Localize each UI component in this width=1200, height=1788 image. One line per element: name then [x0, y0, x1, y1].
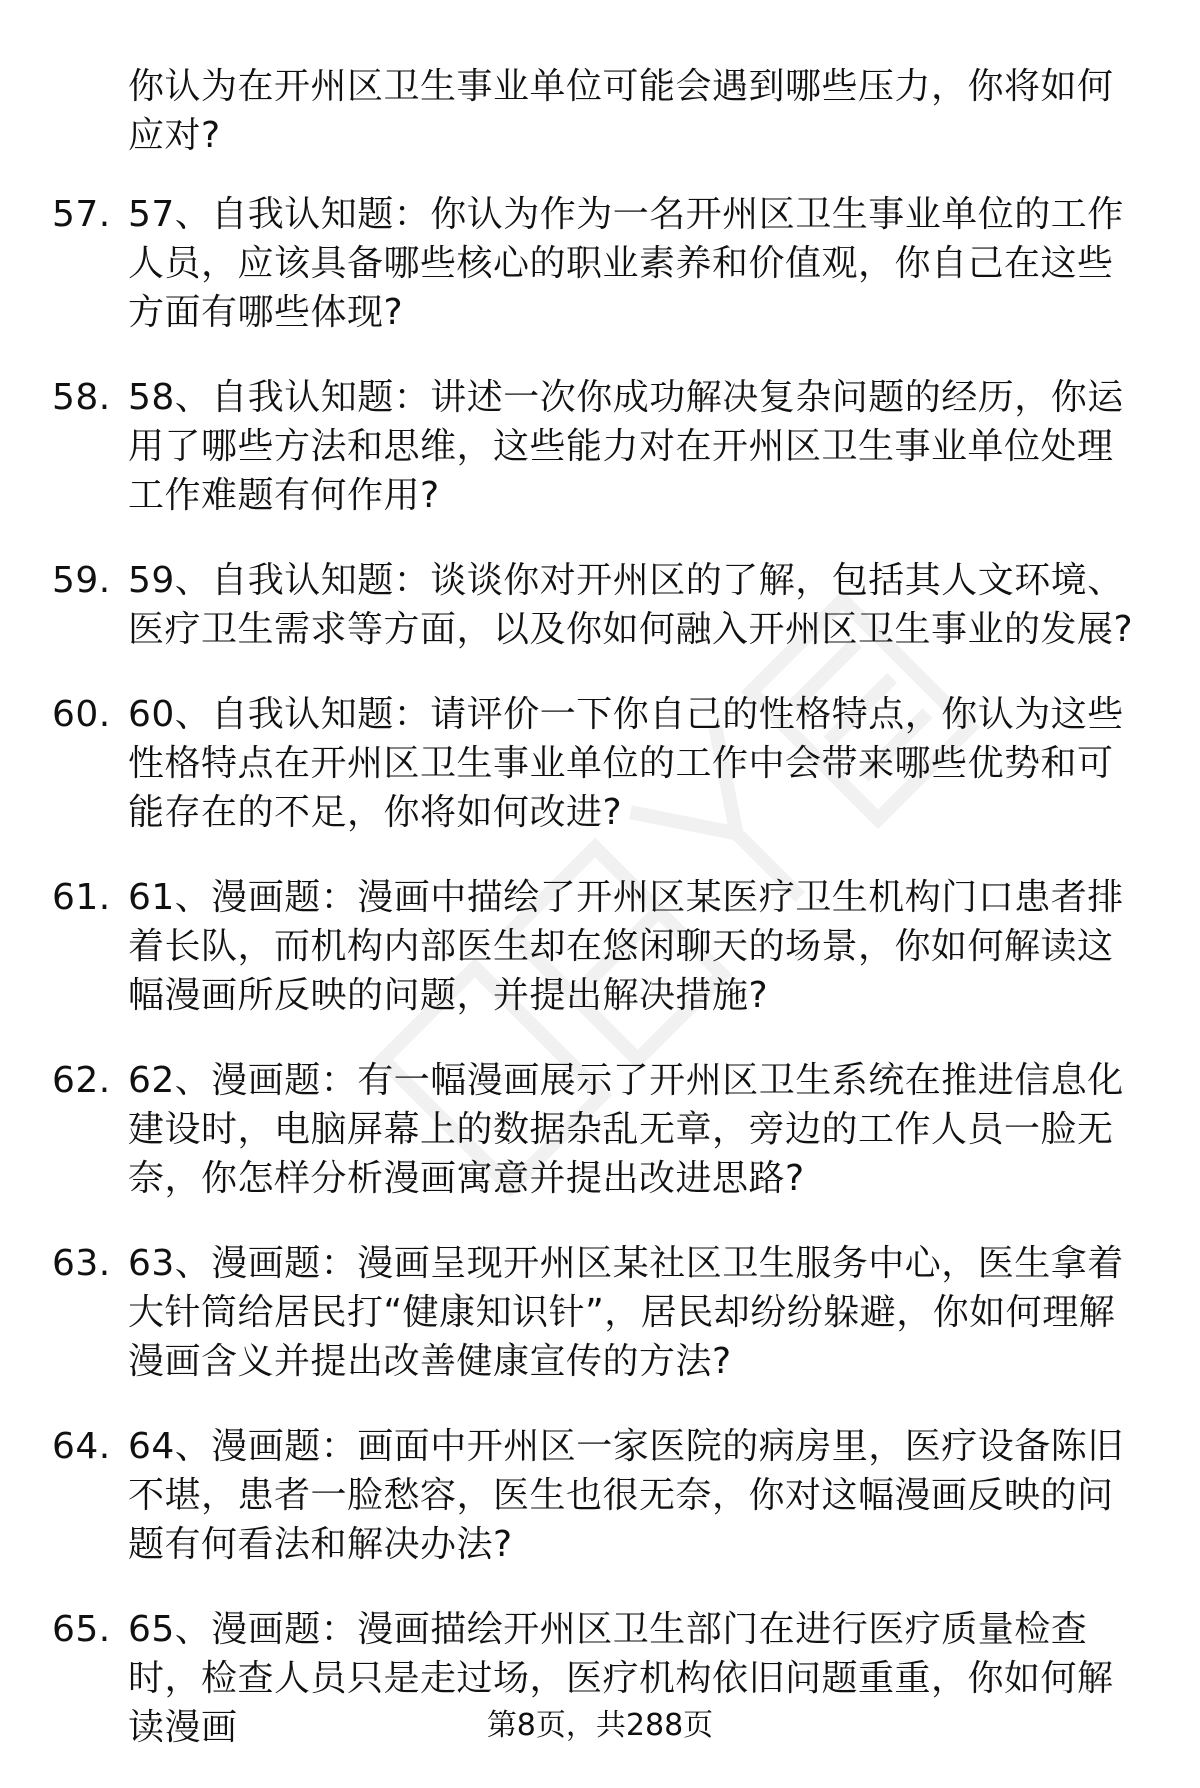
question-number: 58.	[52, 377, 111, 418]
question-number: 62.	[52, 1060, 111, 1101]
question-number: 60.	[52, 694, 111, 735]
question-text: 59、自我认知题：谈谈你对开州区的了解，包括其人文环境、医疗卫生需求等方面，以及你如何融入开州区卫生事业的发展?	[128, 560, 1134, 650]
question-number: 65.	[52, 1609, 111, 1650]
question-text: 61、漫画题：漫画中描绘了开州区某医疗卫生机构门口患者排着长队，而机构内部医生却在悠闲聊天的场景，你如何解读这幅漫画所反映的问题，并提出解决措施?	[128, 877, 1124, 1016]
continuation-text: 你认为在开州区卫生事业单位可能会遇到哪些压力，你将如何应对?	[128, 66, 1114, 156]
question-item	[52, 373, 1152, 520]
question-text: 64、漫画题：画面中开州区一家医院的病房里，医疗设备陈旧不堪，患者一脸愁容，医生也很无奈，你对这幅漫画反映的问题有何看法和解决办法?	[128, 1426, 1124, 1565]
question-item	[52, 1239, 1152, 1386]
page-footer: 第8页，共288页	[486, 1708, 714, 1743]
question-item	[52, 1056, 1152, 1203]
question-list	[52, 190, 1152, 1788]
question-number: 64.	[52, 1426, 111, 1467]
question-text: 65、漫画题：漫画描绘开州区卫生部门在进行医疗质量检查时，检查人员只是走过场，医疗机构依旧问题重重，你如何解读漫画	[128, 1609, 1114, 1748]
question-text: 58、自我认知题：讲述一次你成功解决复杂问题的经历，你运用了哪些方法和思维，这些能力对在开州区卫生事业单位处理工作难题有何作用?	[128, 377, 1124, 516]
question-number: 61.	[52, 877, 111, 918]
question-item	[52, 190, 1152, 337]
question-item	[52, 1422, 1152, 1569]
question-text: 57、自我认知题：你认为作为一名开州区卫生事业单位的工作人员，应该具备哪些核心的职业素养和价值观，你自己在这些方面有哪些体现?	[128, 194, 1124, 333]
question-text: 63、漫画题：漫画呈现开州区某社区卫生服务中心，医生拿着大针筒给居民打“健康知识针”，居民却纷纷躲避，你如何理解漫画含义并提出改善健康宣传的方法?	[128, 1243, 1124, 1382]
question-number: 57.	[52, 194, 111, 235]
question-text: 62、漫画题：有一幅漫画展示了开州区卫生系统在推进信息化建设时，电脑屏幕上的数据杂乱无章，旁边的工作人员一脸无奈，你怎样分析漫画寓意并提出改进思路?	[128, 1060, 1124, 1199]
question-text: 60、自我认知题：请评价一下你自己的性格特点，你认为这些性格特点在开州区卫生事业单位的工作中会带来哪些优势和可能存在的不足，你将如何改进?	[128, 694, 1124, 833]
question-item	[52, 873, 1152, 1020]
question-number: 63.	[52, 1243, 111, 1284]
question-item	[52, 556, 1152, 654]
question-number: 59.	[52, 560, 111, 601]
question-item	[52, 690, 1152, 837]
